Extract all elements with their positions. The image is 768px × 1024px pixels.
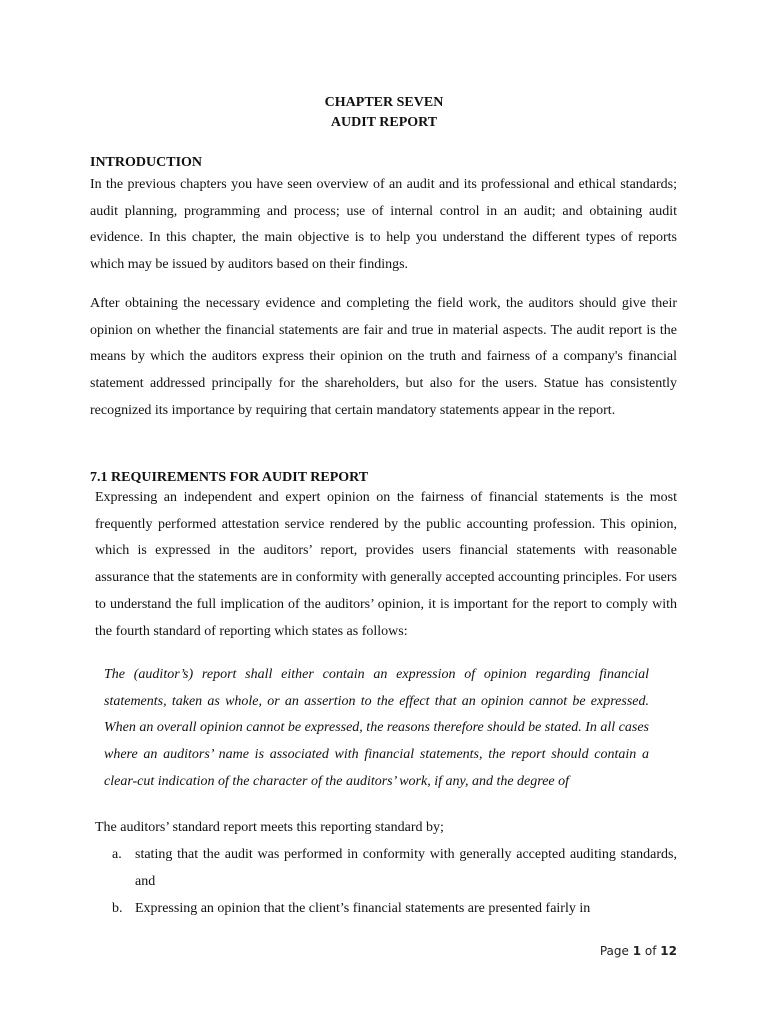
introduction-paragraph-2: After obtaining the necessary evidence and completing the field work, the auditors should give their opinion on whether the financial statements are fair and true in material aspects. The audit report is the means by which the auditors express their opinion on the truth and fairness of a company's financial statement addressed principally for the shareholders, but also for the users. Statue has consistently recognized its importance by requiring that certain mandatory statements appear in the report. xyxy=(90,296,677,418)
chapter-heading xyxy=(0,93,768,133)
reporting-standard-quote: The (auditor’s) report shall either contain an expression of opinion regarding financial statements, taken as whole, or an assertion to the effect that an opinion cannot be expressed. When an overall opinion cannot be expressed, the reasons therefore should be stated. In all cases where an auditors’ name is associated with financial statements, the report should contain a clear-cut indication of the character of the auditors’ work, if any, and the degree of xyxy=(104,667,649,789)
list-marker: a. xyxy=(112,847,122,862)
current-page-number: 1 xyxy=(632,944,642,958)
introduction-paragraph-1: In the previous chapters you have seen overview of an audit and its professional and ethical standards; audit planning, programming and process; use of internal control in an audit; and obtaining audit evidence. In this chapter, the main objective is to help you understand the different types of reports which may be issued by auditors based on their findings. xyxy=(90,177,677,273)
list-item xyxy=(112,842,677,895)
requirements-paragraph: Expressing an independent and expert opinion on the fairness of financial statements is the most frequently performed attestation service rendered by the public accounting profession. This opinion, which is expressed in the auditors’ report, provides users financial statements with reasonable assurance that the statements are in conformity with generally accepted accounting principles. For users to understand the full implication of the auditors’ opinion, it is important for the report to comply with the fourth standard of reporting which states as follows: xyxy=(95,490,677,639)
introduction-heading: INTRODUCTION xyxy=(90,155,203,170)
requirements-heading: 7.1 REQUIREMENTS FOR AUDIT REPORT xyxy=(90,470,369,485)
of-label: of xyxy=(644,944,657,958)
chapter-number: CHAPTER SEVEN xyxy=(324,95,444,110)
standard-report-intro: The auditors’ standard report meets this reporting standard by; xyxy=(95,820,444,835)
page-label: Page xyxy=(599,944,629,958)
page-number-footer xyxy=(600,943,677,959)
chapter-title: AUDIT REPORT xyxy=(330,115,438,130)
list-item xyxy=(112,896,677,923)
list-item-text: stating that the audit was performed in conformity with generally accepted auditing standards, and xyxy=(135,847,677,889)
list-item-text: Expressing an opinion that the client’s financial statements are presented fairly in xyxy=(135,901,591,916)
total-pages-number: 12 xyxy=(660,944,677,958)
list-marker: b. xyxy=(112,901,123,916)
